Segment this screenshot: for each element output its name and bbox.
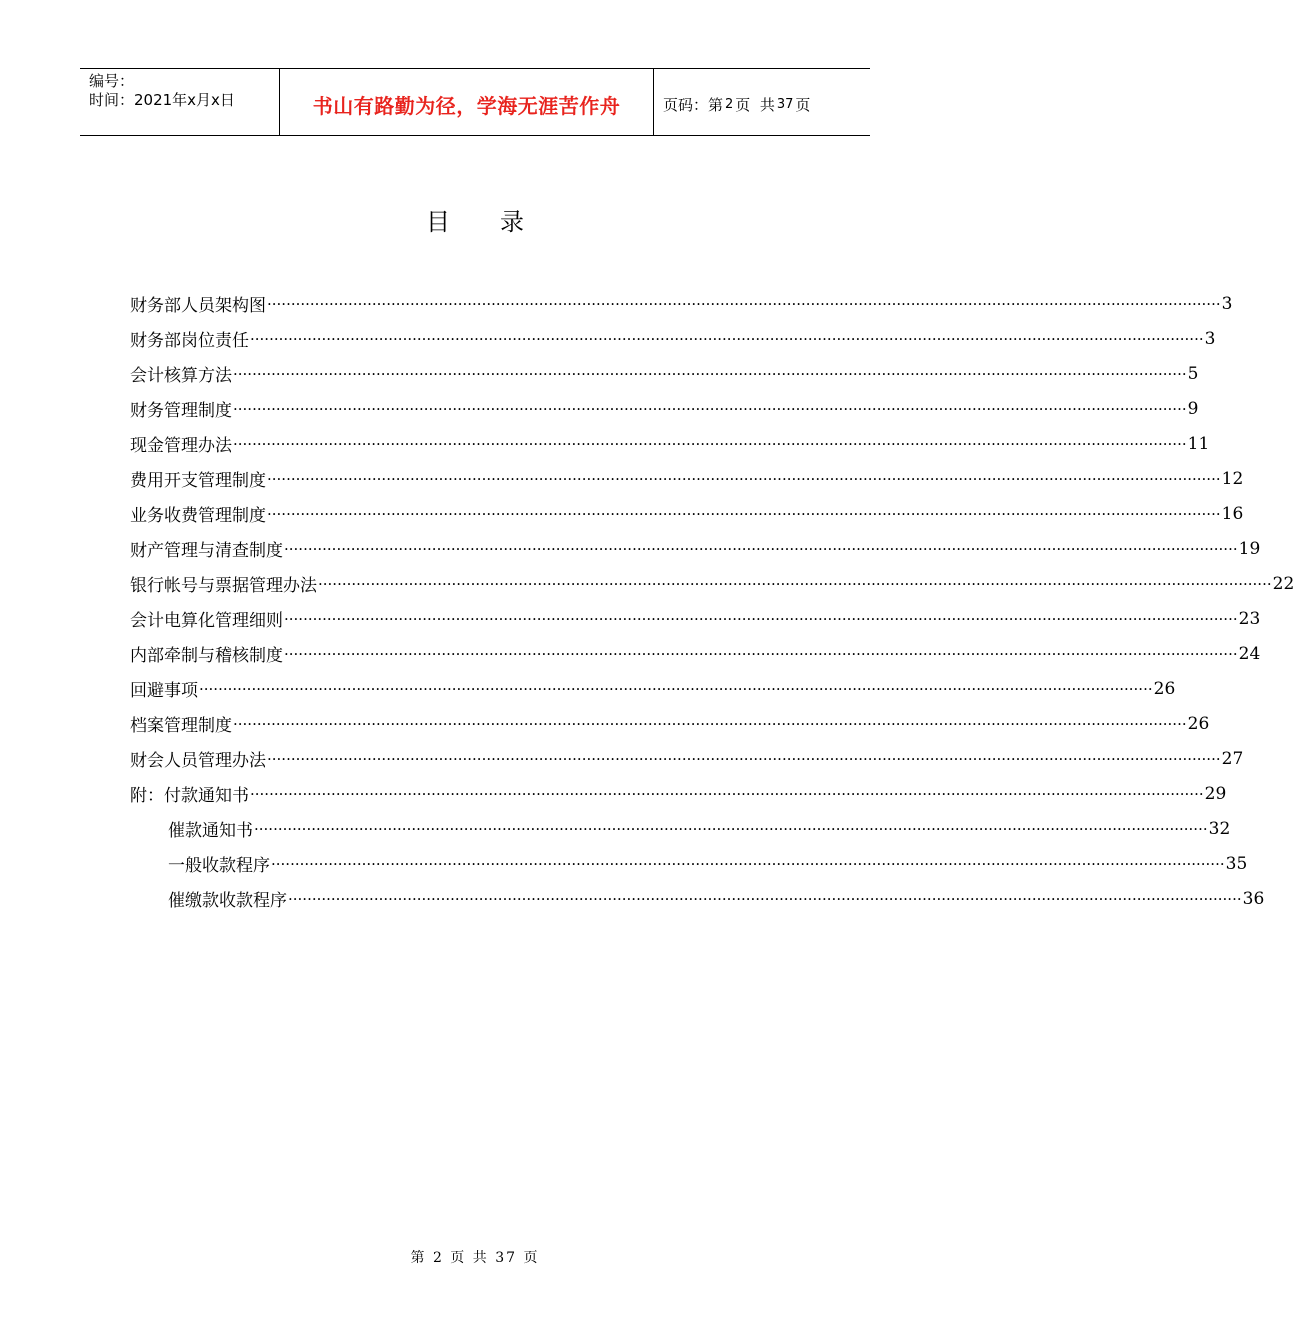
- toc-entry-label: 业务收费管理制度: [130, 506, 266, 526]
- toc-entry[interactable]: [130, 461, 1244, 496]
- toc-entry-label: 会计电算化管理细则: [130, 611, 283, 631]
- toc-entry-label: 催款通知书: [168, 821, 253, 841]
- toc-entry-page: 5: [1187, 363, 1199, 384]
- page-prefix: 页码：第: [663, 95, 724, 114]
- toc-entry[interactable]: [130, 881, 1265, 916]
- toc-entry-page: 35: [1225, 853, 1248, 874]
- code-label: 编号：: [89, 72, 135, 90]
- toc-dot-leader: ········································································································································································································: [199, 679, 1153, 698]
- page-total: 37: [776, 96, 794, 112]
- toc-entry-label: 附：付款通知书: [130, 786, 249, 806]
- toc-dot-leader: ········································································································································································································: [250, 784, 1204, 803]
- toc-dot-leader: ········································································································································································································: [284, 539, 1238, 558]
- toc-entry-label: 现金管理办法: [130, 436, 232, 456]
- toc-dot-leader: ········································································································································································································: [284, 609, 1238, 628]
- toc-entry[interactable]: [130, 496, 1244, 531]
- header-page-number: [654, 69, 870, 135]
- toc-dot-leader: ········································································································································································································: [233, 364, 1187, 383]
- table-of-contents: [130, 286, 1294, 916]
- toc-dot-leader: ········································································································································································································: [284, 644, 1238, 663]
- toc-entry-page: 26: [1153, 678, 1176, 699]
- toc-entry-label: 财务部岗位责任: [130, 331, 249, 351]
- toc-entry[interactable]: [130, 391, 1199, 426]
- toc-entry-page: 23: [1238, 608, 1261, 629]
- toc-entry-label: 会计核算方法: [130, 366, 232, 386]
- toc-entry-page: 24: [1238, 643, 1261, 664]
- toc-dot-leader: ········································································································································································································: [233, 399, 1187, 418]
- toc-entry-page: 19: [1238, 538, 1261, 559]
- page-mid: 页 共: [735, 95, 775, 114]
- toc-dot-leader: ········································································································································································································: [254, 819, 1208, 838]
- toc-entry-page: 3: [1204, 328, 1216, 349]
- toc-entry[interactable]: [130, 636, 1261, 671]
- toc-entry-label: 催缴款收款程序: [168, 891, 287, 911]
- page-title: 目录: [426, 208, 574, 236]
- toc-entry-label: 银行帐号与票据管理办法: [130, 576, 317, 596]
- page-current: 2: [725, 96, 734, 112]
- toc-entry[interactable]: [130, 671, 1176, 706]
- toc-entry-page: 9: [1187, 398, 1199, 419]
- toc-entry[interactable]: [130, 321, 1216, 356]
- page-header: [80, 68, 870, 136]
- toc-entry-label: 档案管理制度: [130, 716, 232, 736]
- toc-dot-leader: ········································································································································································································: [250, 329, 1204, 348]
- toc-entry[interactable]: [130, 776, 1227, 811]
- header-motto: 书山有路勤为径，学海无涯苦作舟: [280, 69, 654, 135]
- toc-dot-leader: ········································································································································································································: [267, 469, 1221, 488]
- page-footer: 第 2 页 共 37 页: [410, 1250, 540, 1266]
- time-label: 时间：2021年x月x日: [89, 91, 235, 109]
- toc-entry[interactable]: [130, 846, 1248, 881]
- toc-entry-label: 财会人员管理办法: [130, 751, 266, 771]
- toc-entry-page: 26: [1187, 713, 1210, 734]
- toc-entry[interactable]: [130, 286, 1233, 321]
- toc-entry-page: 36: [1242, 888, 1265, 909]
- toc-dot-leader: ········································································································································································································: [288, 889, 1242, 908]
- toc-entry-label: 内部牵制与稽核制度: [130, 646, 283, 666]
- toc-entry-page: 22: [1272, 573, 1294, 594]
- toc-dot-leader: ········································································································································································································: [233, 434, 1187, 453]
- page-suffix: 页: [795, 95, 811, 114]
- toc-entry-label: 费用开支管理制度: [130, 471, 266, 491]
- toc-entry[interactable]: [130, 566, 1294, 601]
- toc-entry[interactable]: [130, 741, 1244, 776]
- toc-entry-label: 财产管理与清查制度: [130, 541, 283, 561]
- toc-entry[interactable]: [130, 356, 1199, 391]
- toc-entry-page: 3: [1221, 293, 1233, 314]
- toc-entry-page: 32: [1208, 818, 1231, 839]
- toc-dot-leader: ········································································································································································································: [271, 854, 1225, 873]
- toc-entry[interactable]: [130, 531, 1261, 566]
- toc-entry-label: 一般收款程序: [168, 856, 270, 876]
- header-meta: [80, 69, 280, 135]
- toc-dot-leader: ········································································································································································································: [233, 714, 1187, 733]
- toc-entry[interactable]: [130, 706, 1210, 741]
- toc-dot-leader: ········································································································································································································: [318, 574, 1272, 593]
- toc-entry-label: 财务部人员架构图: [130, 296, 266, 316]
- toc-entry-page: 27: [1221, 748, 1244, 769]
- toc-entry-label: 财务管理制度: [130, 401, 232, 421]
- toc-entry-page: 11: [1187, 433, 1210, 454]
- toc-entry[interactable]: [130, 426, 1210, 461]
- toc-dot-leader: ········································································································································································································: [267, 294, 1221, 313]
- toc-entry-page: 12: [1221, 468, 1244, 489]
- toc-entry-page: 29: [1204, 783, 1227, 804]
- toc-entry[interactable]: [130, 601, 1261, 636]
- toc-entry-label: 回避事项: [130, 681, 198, 701]
- toc-dot-leader: ········································································································································································································: [267, 749, 1221, 768]
- toc-entry[interactable]: [130, 811, 1231, 846]
- toc-dot-leader: ········································································································································································································: [267, 504, 1221, 523]
- toc-entry-page: 16: [1221, 503, 1244, 524]
